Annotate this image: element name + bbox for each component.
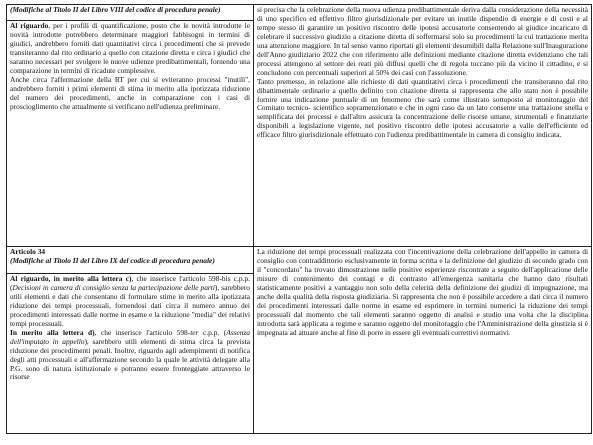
observation-paragraph [10, 22, 250, 76]
italic-text: Assenza dell'imputato in appello [10, 327, 251, 346]
body-text: ), sarebbero utili elementi di stima circa la prevista riduzione dei procedimenti penali. Inoltre, riguardo agli adempimenti di notifica degli atti processuali e all'affermazione secondo la quale le attività delegate alla P.G. sono di natura istituzionale e potranno essere fronteggiate attraverso le risorse [10, 336, 251, 382]
observation-paragraph [10, 275, 250, 329]
body-text: , per i profili di quantificazione, posto che le novità introdotte le novità introdotte potrebbero determinare maggiori fabbisogni in termini di giudici, andrebbero forniti dati quantitativi circa i procedimenti che si prevede transiteranno dal rito ordinario a quello con citazione diretta e circa i giudici che saranno necessari per svolgere le nuove udienze predibattimentali, fornendo una comparazione in termini di ricadute complessive. [10, 21, 250, 75]
italic-text: Decisioni in camera di consiglio senza la partecipazione delle parti [12, 282, 215, 292]
section-header-text: (Modifiche al Titolo II del Libro VIII del codice di procedura penale) [10, 5, 221, 14]
response-paragraph: si precisa che la celebrazione della nuova udienza predibattimentale deriva dalla considerazione della necessità di uno specifico ed effettivo filtro giurisdizionale per evitare un inutile dispendio di energie e di costi e al tempo stesso di garantire un positivo riscontro delle ipotesi accusatorie consentendo al giudice incaricato di celebrare il successivo giudizio a citazione diretta di soffermarsi solo su procedimenti la cui trattazione merita una attenzione maggiore. In tal senso vanno riportati gli elementi desumibili dalla Relazione sull'Inaugurazione dell'Anno giudiziario 2022 che con riferimento alle definizioni mediante citazione diretta evidenziano che tali processi attengono al settore dei reati più diffusi quelli che di regola toccano più da vicino il cittadino, e si concludono con percentuali superiori al 50% dei casi con l'assoluzione. [257, 5, 588, 77]
response-cell [254, 5, 592, 247]
table-row [7, 5, 592, 21]
observation-paragraph [10, 329, 250, 383]
article-title: Articolo 34 [10, 247, 46, 256]
body-text: c.p.p. ( [198, 327, 227, 337]
lead-text: Al riguardo, in merito alla lettera c) [10, 274, 132, 283]
observation-cell [7, 274, 254, 434]
response-cell [254, 247, 592, 434]
observation-paragraph: Anche circa l'affermazione della RT per cui si eviteranno processi "inutili", andrebbero forniti i primi elementi di stima in merito alla ipotizzata riduzione del numero dei procedimenti, anche in comparazione con i casi di proscioglimento che attualmente si verificano nell'udienza preliminare. [10, 74, 250, 111]
lead-text: Al riguardo [10, 21, 49, 30]
observation-cell [7, 21, 254, 247]
response-paragraph: La riduzione dei tempi processuali realizzata con l'incentivazione della celebrazione dell'appello in camera di consiglio con contraddittorio esclusivamente in forma scritta e la definizione del giudizio di secondo grado con il "concordato" ha trovato dimostrazione nelle positive esperienze riscontrate a seguito dell'applicazione delle misure di contenimento dei contagi e di contrasto all'emergenza sanitaria che hanno dato risultati statisticamente positivi a vantaggio non solo della celerità della definizione dei giudizi di impugnazione, ma anche della qualità della risposta giudiziaria. Si rappresenta che non è possibile accedere a dati circa il numero dei procedimenti interessati dalle norme in esame ed esprimere in termini numerici la riduzione dei tempi processuali dal momento che tali elementi saranno oggetto di analisi e studio una volta che la disciplina introdotta sarà applicata a regime e saranno oggetto del monitoraggio che l'Amministrazione della giustizia si è impegnata ad attuare anche al fine di porre in essere gli eventuali correttivi normativi. [257, 247, 588, 337]
response-paragraph: Tanto premesso, in relazione alle richieste di dati quantitativi circa i procedimenti che transiteranno dal rito dibattimentale ordinario a quello definito con citazione diretta si rappresenta che allo stato non è possibile fornire una indicazione puntuale di un fenomeno che sarà come illustrato sottoposto al monitoraggio del Comitato tecnico- scientifico sopramenzionato e che in ogni caso da un lato consente una trattazione snella e semplificata dei processi e dall'altro assicura la concentrazione delle risorse umane, strumentali e finanziarie disponibili a legislazione vigente, nel positivo riscontro delle ipotesi accusatorie a valle dell'efficiente ed efficace filtro giurisdizionale effettuato con l'udienza predibattimentale in camera di consiglio indicata. [257, 76, 588, 140]
body-text: ), sarebbero utili elementi e dati che consentano di formulare stime in merito alla ipotizzata riduzione dei tempi processuali, fornendosi dati circa il numero annuo dei procedimenti interessati dalle norme in esame e la riduzione "media" dei relativi tempi processuali. [10, 282, 250, 328]
section-header-text: (Modifiche al Titolo II del Libro IX del codice di procedura penale) [10, 255, 215, 265]
comparison-table [6, 4, 592, 434]
section-header [7, 247, 254, 274]
lead-text: In merito alla lettera d) [10, 327, 95, 337]
section-header [7, 5, 254, 21]
italic-text: ter [190, 327, 199, 337]
body-text: , che inserisce l'articolo 598- [94, 327, 191, 337]
table-row [7, 247, 592, 274]
body-text: , che inserisce l'articolo 598-bis c.p.p. ( [10, 274, 250, 292]
